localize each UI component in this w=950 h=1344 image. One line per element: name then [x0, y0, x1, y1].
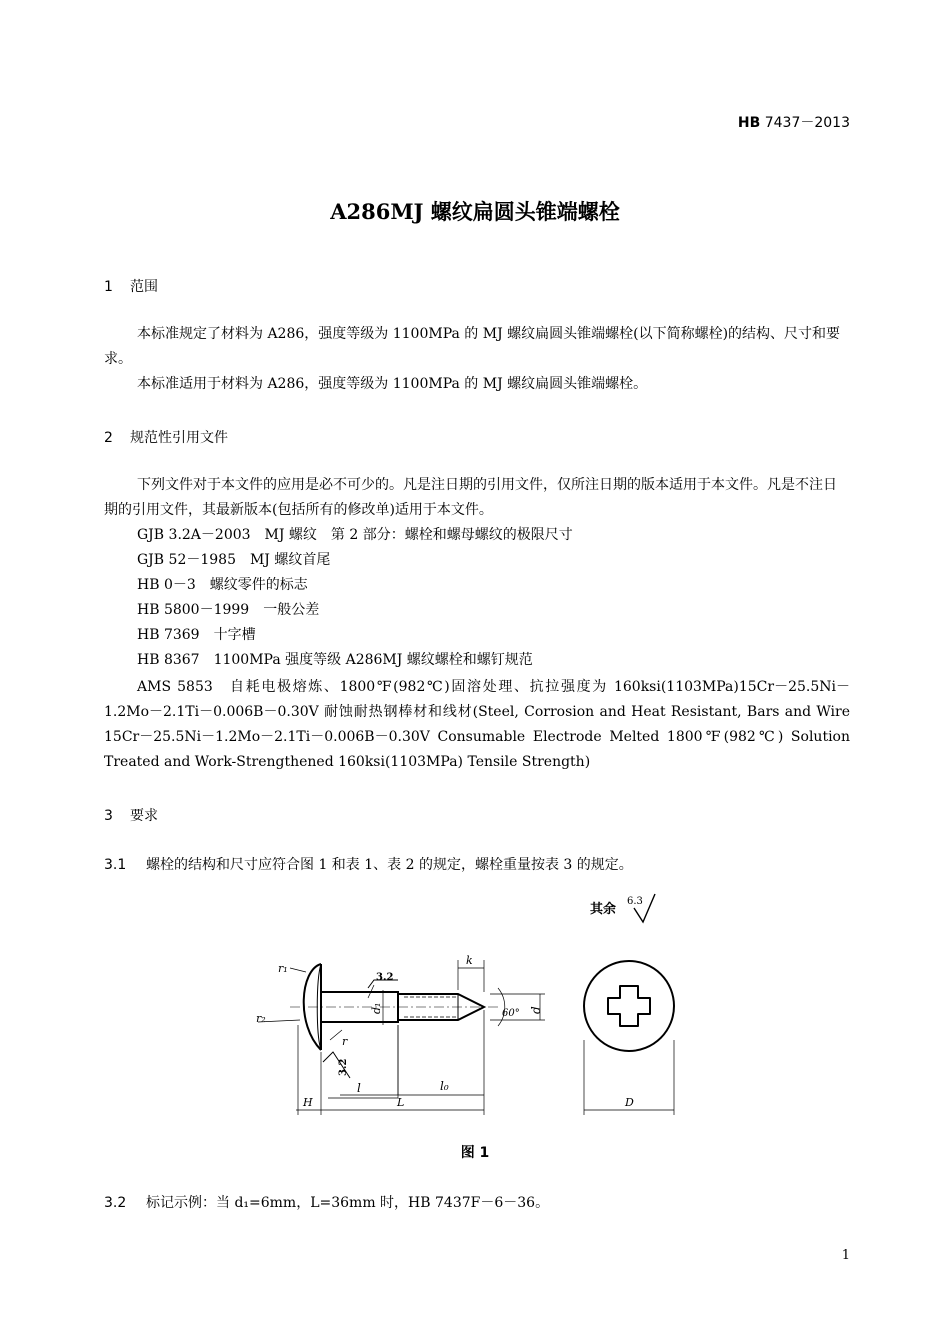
reference-item: GJB 3.2A－2003 MJ 螺纹 第 2 部分：螺栓和螺母螺纹的极限尺寸 [137, 527, 573, 543]
scope-paragraph-1: 本标准规定了材料为 A286，强度等级为 1100MPa 的 MJ 螺纹扁圆头锥端螺栓(以下简称螺栓)的结构、尺寸和要求。 [104, 326, 841, 367]
bolt-side-view [258, 960, 545, 1115]
label-k: k [466, 954, 473, 967]
reference-item-ams: AMS 5853 自耗电极熔炼、1800℉(982℃)固溶处理、抗拉强度为 160ksi(1103MPa)15Cr－25.5Ni－1.2Mo－2.1Ti－0.006B－0.30V 耐蚀耐热钢棒材和线材(Steel, Corrosion and Heat Resistant, Bars and Wire 15Cr－25.5Ni－1.2Mo－2.1Ti－0.006B－0.30V Consumable Electrode Melted 1800℉(982℃) Solution Treated and Work-Strengthened 160ksi(1103MPa) Tensile Strength) [104, 679, 850, 770]
reference-item: HB 8367 1100MPa 强度等级 A286MJ 螺纹螺栓和螺钉规范 [137, 652, 533, 668]
reference-item: HB 7369 十字槽 [137, 627, 256, 643]
label-roughness-2: 3.2 [338, 1058, 349, 1076]
label-L: L [397, 1096, 405, 1109]
section-2-heading: 2 规范性引用文件 [104, 430, 228, 446]
label-H: H [303, 1096, 313, 1109]
label-l0: l₀ [440, 1079, 449, 1093]
figure-1-caption: 图 1 [460, 1145, 490, 1161]
bolt-head-top-view [584, 961, 674, 1115]
document-title: A286MJ 螺纹扁圆头锥端螺栓 [330, 199, 620, 224]
clause-3-1: 3.1 螺栓的结构和尺寸应符合图 1 和表 1、表 2 的规定，螺栓重量按表 3 的规定。 [104, 857, 633, 873]
standard-number: HB 7437－2013 [737, 115, 850, 131]
roughness-value: 6.3 [627, 896, 643, 907]
roughness-remaining-label: 其余 [590, 902, 617, 917]
reference-item: GJB 52－1985 MJ 螺纹首尾 [137, 552, 331, 568]
reference-item: HB 0－3 螺纹零件的标志 [137, 577, 308, 593]
reference-item: HB 5800－1999 一般公差 [137, 602, 320, 618]
clause-3-2: 3.2 标记示例：当 d₁=6mm，L=36mm 时，HB 7437F－6－36。 [104, 1195, 550, 1211]
figure-1-drawing [0, 880, 950, 1140]
label-angle: 60° [502, 1008, 520, 1019]
section-1-heading: 1 范围 [104, 279, 158, 295]
label-l: l [357, 1081, 361, 1095]
label-r1: r₁ [278, 962, 288, 975]
label-roughness-1: 3.2 [376, 972, 394, 983]
references-intro: 下列文件对于本文件的应用是必不可少的。凡是注日期的引用文件，仅所注日期的版本适用于本文件。凡是不注日期的引用文件，其最新版本(包括所有的修改单)适用于本文件。 [104, 477, 837, 518]
section-3-heading: 3 要求 [104, 808, 158, 824]
label-r: r [342, 1035, 348, 1048]
scope-paragraph-2: 本标准适用于材料为 A286，强度等级为 1100MPa 的 MJ 螺纹扁圆头锥端螺栓。 [137, 376, 648, 392]
label-r2: r₂ [256, 1012, 266, 1025]
label-d: d [529, 1006, 543, 1014]
label-d1: d₁ [370, 1002, 383, 1014]
page-number: 1 [841, 1248, 850, 1263]
label-D: D [625, 1096, 634, 1109]
